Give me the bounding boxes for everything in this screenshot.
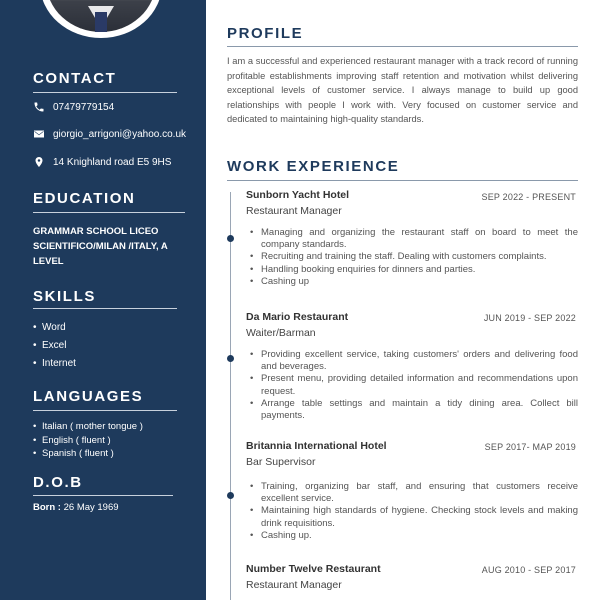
mail-icon [33, 128, 45, 140]
dob-heading: D.O.B [33, 474, 83, 491]
timeline-dot [227, 355, 234, 362]
job-company: Da Mario Restaurant [246, 311, 349, 323]
experience-heading: WORK EXPERIENCE [227, 158, 400, 175]
avatar [40, 0, 162, 38]
job-duty: • Maintaining high standards of hygiene. Checking stock levels and making drink requisitions. [248, 505, 578, 529]
job-dates: SEP 2017- MAP 2019 [484, 442, 576, 452]
job-duty: • Arrange table settings and maintain a tidy dining area. Collect bill payments. [248, 398, 578, 422]
job-role: Restaurant Manager [246, 579, 342, 591]
job-duties [248, 227, 578, 288]
dob-divider [33, 495, 173, 496]
contact-address [33, 156, 171, 168]
language-item: • Spanish ( fluent ) [33, 447, 143, 461]
skills-heading: SKILLS [33, 288, 96, 305]
profile-text: I am a successful and experienced restaurant manager with a track record of running profitable establishments improving staff retention and motivation whilst delivering exceptional levels of customer service. I always manage to build up good relationships with people I work with. Very focused on customer service and dedicated to maintaining high-quality standards. [227, 56, 578, 124]
education-heading: EDUCATION [33, 190, 136, 207]
job-duties [248, 481, 578, 542]
contact-heading: CONTACT [33, 70, 117, 87]
skills-divider [33, 308, 177, 309]
skill-item: • Internet [33, 355, 76, 373]
job-role: Restaurant Manager [246, 205, 342, 217]
job-duty: • Recruiting and training the staff. Dealing with customers complaints. [248, 251, 578, 263]
email-text: giorgio_arrigoni@yahoo.co.uk [53, 128, 187, 140]
phone-icon [33, 101, 45, 113]
timeline-dot [227, 492, 234, 499]
skill-item: • Excel [33, 337, 76, 355]
job-dates: JUN 2019 - SEP 2022 [483, 313, 576, 323]
profile-heading: PROFILE [227, 25, 304, 42]
location-pin-icon [33, 156, 45, 168]
job-company: Sunborn Yacht Hotel [246, 189, 350, 201]
job-dates: SEP 2022 - PRESENT [481, 192, 576, 202]
education-text: GRAMMAR SCHOOL LICEO SCIENTIFICO/MILAN /ITALY, A LEVEL [33, 226, 168, 267]
language-item: • English ( fluent ) [33, 434, 143, 448]
job-company: Britannia International Hotel [246, 440, 387, 452]
phone-text: 07479779154 [53, 101, 115, 113]
sidebar [0, 0, 206, 600]
job-company: Number Twelve Restaurant [246, 563, 381, 575]
contact-phone[interactable] [33, 101, 114, 113]
job-duty: • Handling booking enquiries for dinners and parties. [248, 264, 578, 276]
skill-item: • Word [33, 319, 76, 337]
dob-value: 26 May 1969 [63, 502, 119, 513]
profile-divider [227, 46, 578, 47]
skills-list [33, 319, 76, 373]
language-item: • Italian ( mother tongue ) [33, 420, 143, 434]
job-duty: • Providing excellent service, taking customers' orders and delivering food and beverages. [248, 349, 578, 373]
job-duty: • Present menu, providing detailed information and recommendations upon request. [248, 373, 578, 397]
job-role: Bar Supervisor [246, 456, 316, 468]
timeline-line [230, 192, 231, 600]
dob-label: Born : [33, 502, 61, 513]
languages-heading: LANGUAGES [33, 388, 144, 405]
contact-email[interactable] [33, 128, 186, 140]
job-duties [248, 349, 578, 422]
job-dates: AUG 2010 - SEP 2017 [481, 565, 576, 575]
tie [95, 12, 107, 32]
job-duty: • Cashing up [248, 276, 578, 288]
education-divider [33, 212, 185, 213]
address-text: 14 Knighland road E5 9HS [53, 156, 172, 168]
languages-divider [33, 410, 177, 411]
languages-list [33, 420, 143, 461]
job-duty: • Managing and organizing the restaurant staff on board to meet the company standards. [248, 227, 578, 251]
contact-divider [33, 92, 177, 93]
experience-divider [227, 180, 578, 181]
job-duty: • Cashing up. [248, 530, 578, 542]
job-duty: • Training, organizing bar staff, and ensuring that customers receive excellent service. [248, 481, 578, 505]
job-role: Waiter/Barman [246, 327, 316, 339]
timeline-dot [227, 235, 234, 242]
dob-line [33, 502, 119, 513]
